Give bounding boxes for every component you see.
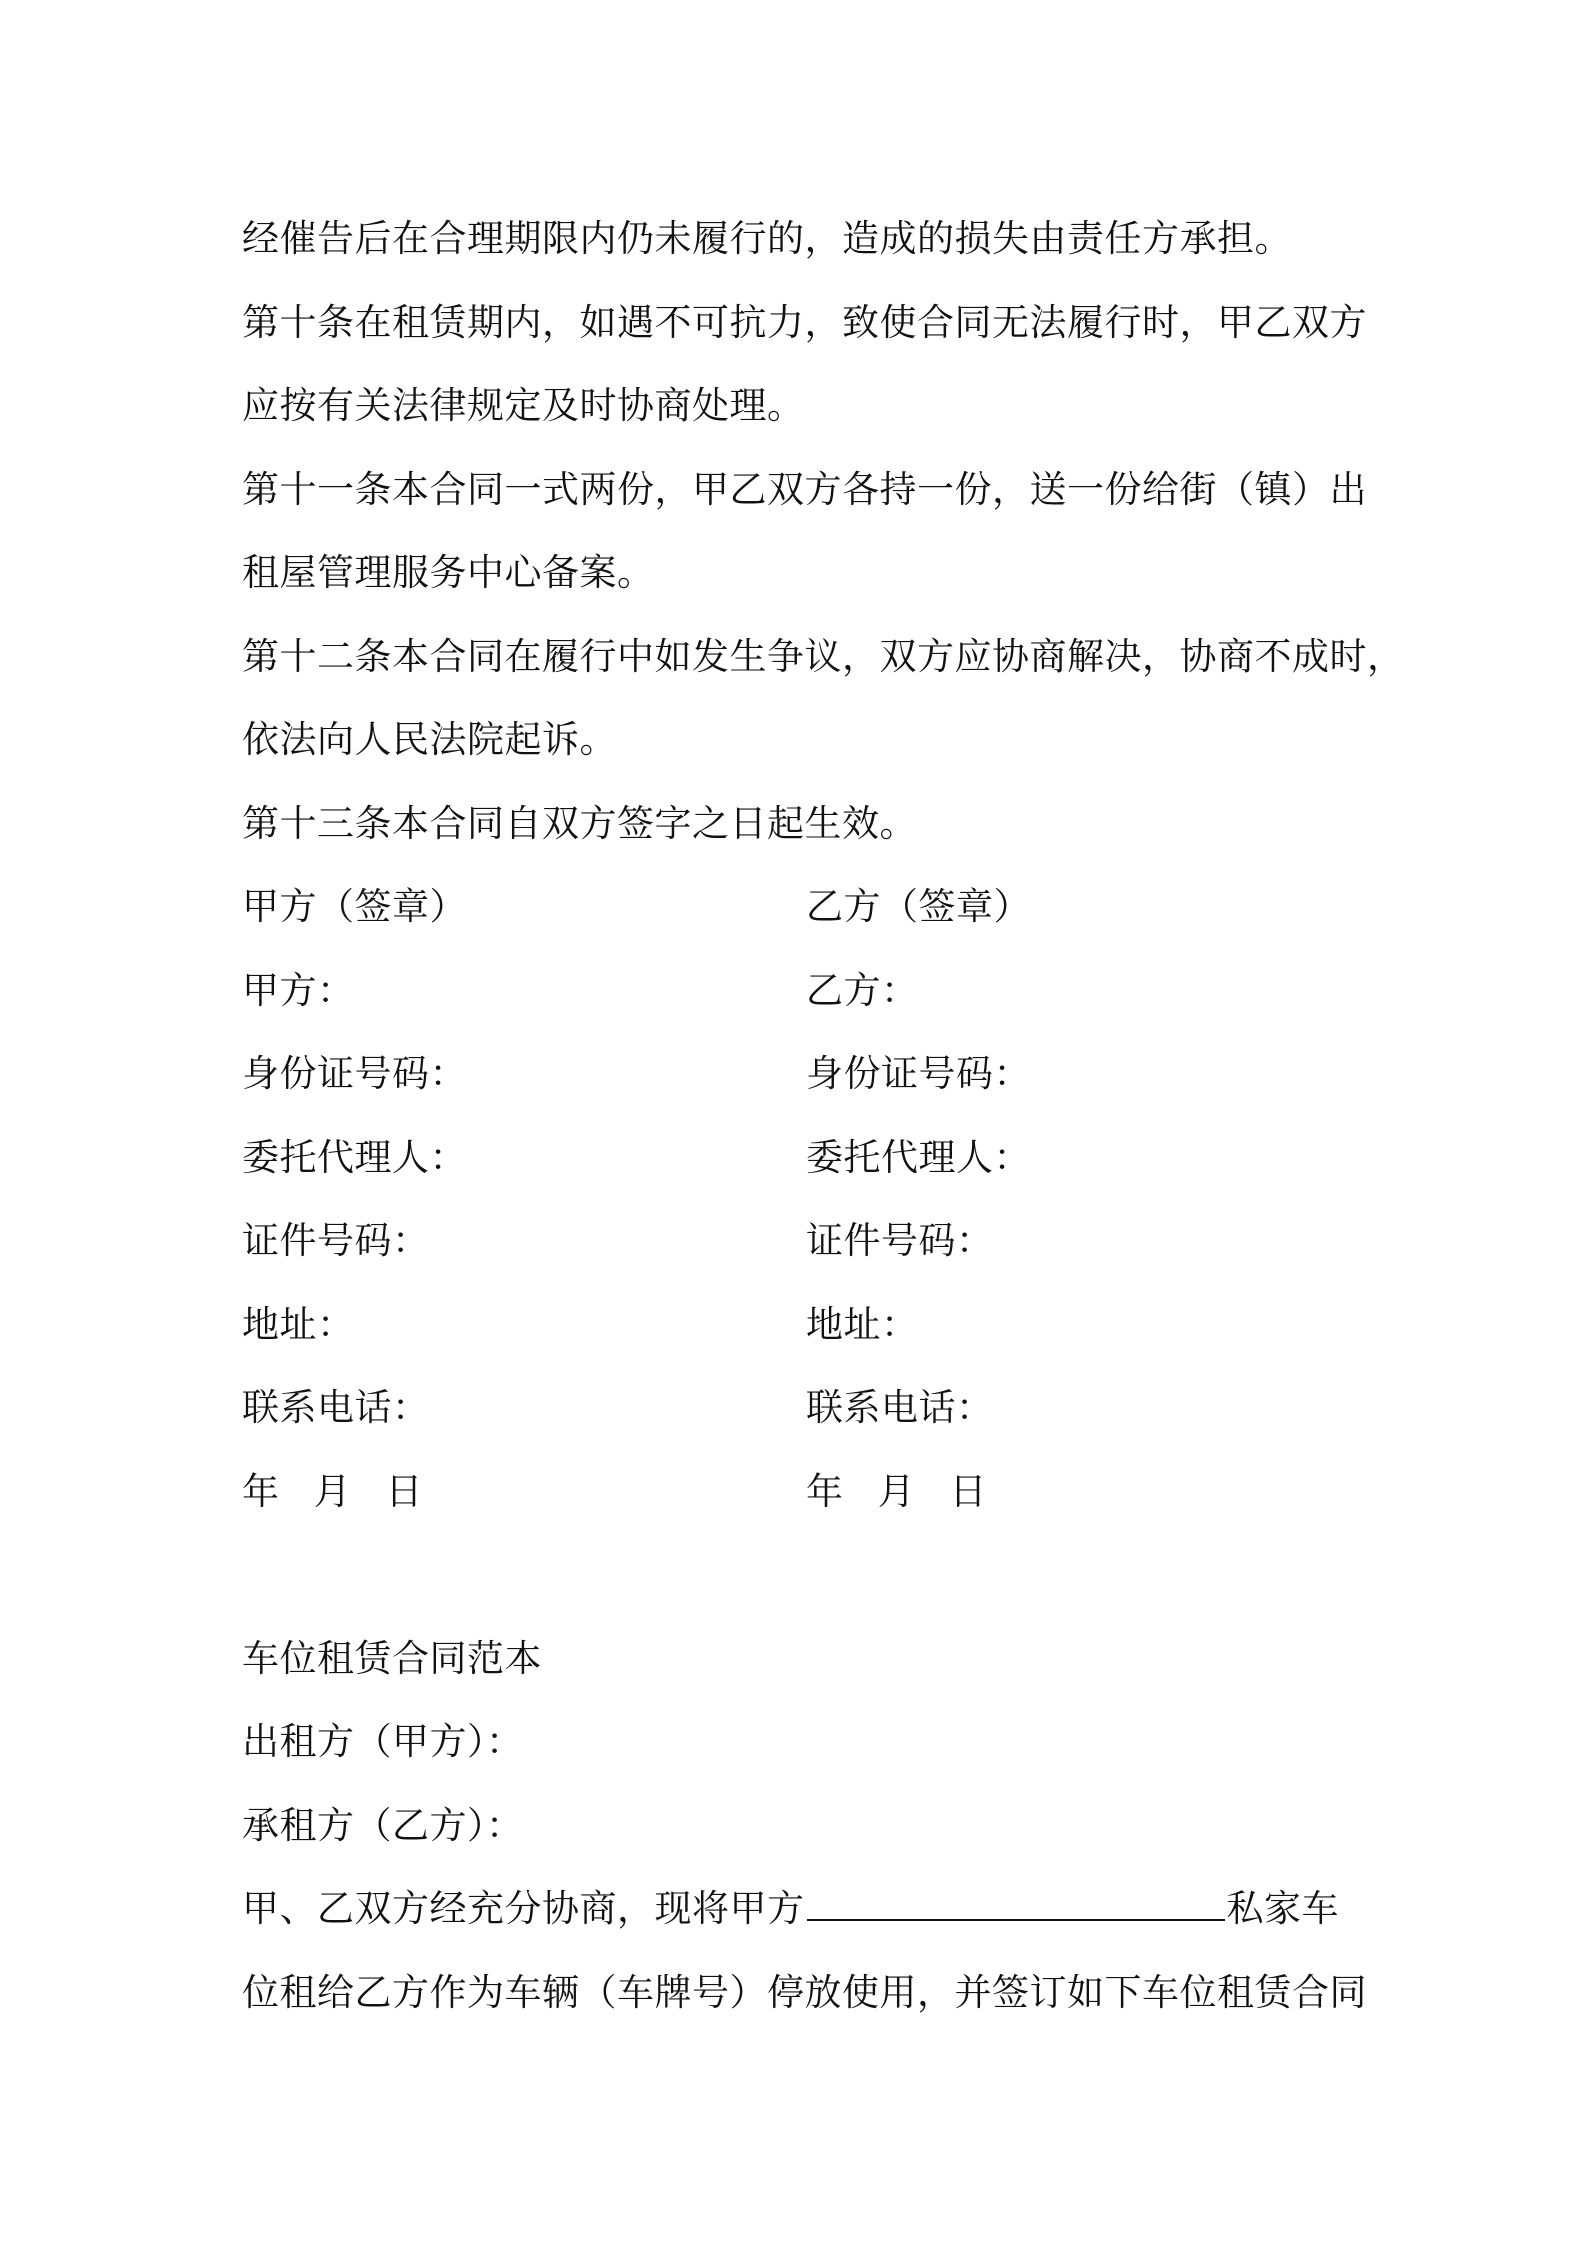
party-a-month: 月	[313, 1469, 352, 1513]
signature-agent-row	[242, 1116, 1362, 1200]
signature-date-row	[242, 1450, 1362, 1534]
party-b-date	[806, 1450, 1009, 1534]
party-a-cert-label: 证件号码：	[242, 1219, 430, 1262]
party-b-year: 年	[806, 1469, 844, 1513]
signature-cert-row	[242, 1199, 1362, 1283]
signature-name-row	[242, 949, 1362, 1033]
party-a-phone-label: 联系电话：	[242, 1386, 430, 1429]
party-a-address-label: 地址：	[242, 1302, 355, 1346]
party-b-seal: 乙方（签章）	[806, 885, 1031, 928]
party-a-id-label: 身份证号码：	[242, 1052, 467, 1095]
party-b-name-label: 乙方：	[806, 968, 919, 1012]
document-body	[242, 197, 1405, 2034]
article-12-line-2: 依法向人民法院起诉。	[242, 718, 617, 761]
signature-phone-row	[242, 1366, 1362, 1450]
party-a-name-label: 甲方：	[242, 968, 355, 1012]
article-10-line-1: 第十条在租赁期内，如遇不可抗力，致使合同无法履行时，甲乙双方	[242, 300, 1367, 344]
signature-address-row	[242, 1283, 1362, 1367]
lessor-label: 出租方（甲方）：	[242, 1720, 524, 1763]
party-b-address-label: 地址：	[806, 1302, 919, 1346]
signature-seal-row	[242, 865, 1362, 949]
party-b-day: 日	[949, 1469, 988, 1513]
party-a-seal: 甲方（签章）	[242, 885, 467, 928]
signature-id-row	[242, 1032, 1362, 1116]
party-b-agent-label: 委托代理人：	[806, 1135, 1031, 1179]
article-11-line-2: 租屋管理服务中心备案。	[242, 551, 655, 594]
fill-in-blank	[807, 1889, 1225, 1921]
party-b-cert-label: 证件号码：	[806, 1219, 994, 1262]
party-a-date	[242, 1450, 806, 1534]
article-11-line-1: 第十一条本合同一式两份，甲乙双方各持一份，送一份给街（镇）出	[242, 467, 1367, 511]
lessee-label: 承租方（乙方）：	[242, 1803, 524, 1847]
party-a-day: 日	[385, 1469, 424, 1513]
party-b-phone-label: 联系电话：	[806, 1386, 994, 1429]
party-b-month: 月	[877, 1469, 916, 1513]
section-spacer	[242, 1533, 1362, 1617]
second-contract-title: 车位租赁合同范本	[242, 1636, 542, 1680]
intro-text-end: 私家车	[1226, 1887, 1339, 1930]
text-line: 经催告后在合理期限内仍未履行的，造成的损失由责任方承担。	[242, 217, 1292, 260]
party-b-id-label: 身份证号码：	[806, 1052, 1031, 1095]
article-10-line-2: 应按有关法律规定及时协商处理。	[242, 384, 805, 427]
contract-intro-line-1	[242, 1867, 1362, 1951]
article-13-line: 第十三条本合同自双方签字之日起生效。	[242, 801, 917, 845]
article-12-line-1: 第十二条本合同在履行中如发生争议，双方应协商解决，协商不成时，	[242, 634, 1405, 678]
intro-text-start: 甲、乙双方经充分协商，现将甲方	[242, 1887, 805, 1930]
party-a-year: 年	[242, 1469, 280, 1513]
party-a-agent-label: 委托代理人：	[242, 1135, 467, 1179]
contract-intro-line-2: 位租给乙方作为车辆（车牌号）停放使用，并签订如下车位租赁合同	[242, 1970, 1367, 2014]
